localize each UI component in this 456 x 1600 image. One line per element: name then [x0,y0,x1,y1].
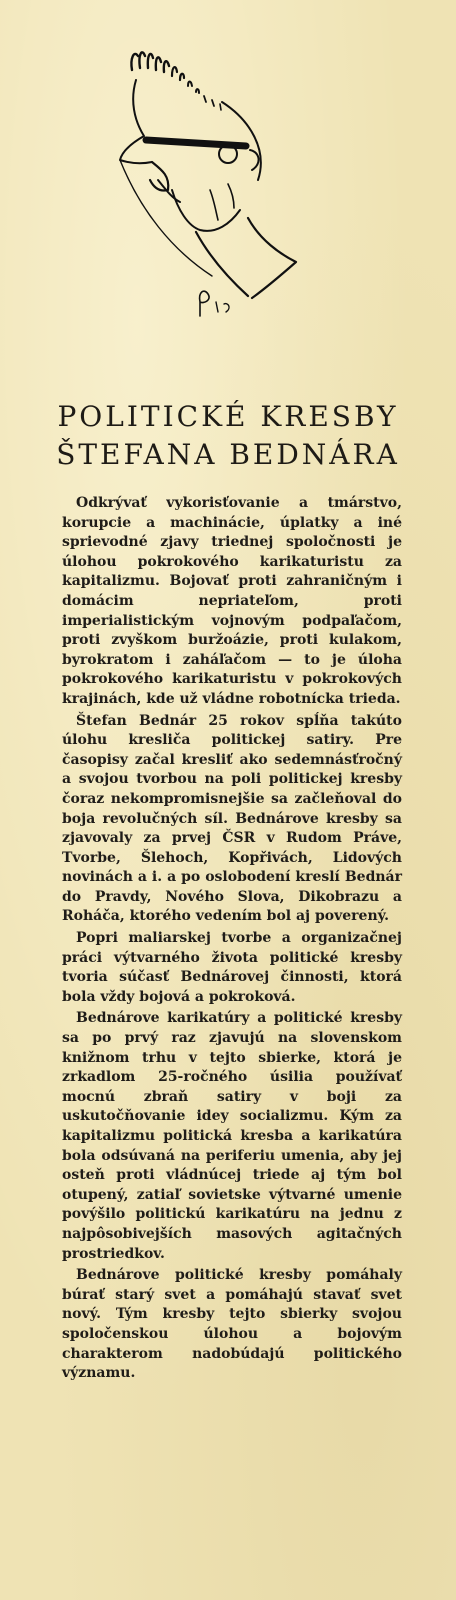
article-body [62,494,402,1386]
caricature-illustration [100,40,330,340]
paragraph: Popri maliarskej tvorbe a organizačnej práci výtvarného života politické kresby tvoria súčasť Bednárovej činnosti, ktorá bola vždy bojová a pokroková. [62,930,402,1005]
article-title [0,398,456,474]
paragraph: Odkrývať vykorisťovanie a tmárstvo, korupcie a machinácie, úplatky a iné sprievodné zjavy triednej spoločnosti je úlohou pokrokového karikaturistu za kapitalizmu. Bojovať proti zahraničným i domácim nepriateľom, proti imperialistickým vojnovým podpaľačom, proti zvyškom buržoázie, proti kulakom, byrokratom i zaháľačom — to je úloha pokrokového karikaturistu v pokrokových krajinách, kde už vládne robotnícka trieda. [62,495,402,707]
title-line-1: POLITICKÉ KRESBY [57,400,399,433]
paragraph: Bednárove karikatúry a politické kresby sa po prvý raz zjavujú na slovenskom knižnom trhu v tejto sbierke, ktorá je zrkadlom 25-ročného úsilia používať mocnú zbraň satiry v boji za uskutočňovanie idey socializmu. Kým za kapitalizmu politická kresba a karikatúra bola odsúvaná na periferiu umenia, aby jej osteň proti vládnúcej triede aj tým bol otupený, zatiaľ sovietske výtvarné umenie povýšilo politickú karikatúru na jednu z najpôsobivejších masových agitačných prostriedkov. [62,1010,402,1262]
paragraph: Štefan Bednár 25 rokov spĺňa takúto úlohu kresliča politickej satiry. Pre časopisy začal kresliť ako sedemnásťročný a svojou tvorbou na poli politickej kresby čoraz nekompromisnejšie sa začleňoval do boja revolučných síl. Bednárove kresby sa zjavovaly za prvej ČSR v Rudom Právе, Tvorbe, Šlehoch, Kopřivách, Lidových novinách a i. a po oslobodení kreslí Bednár do Pravdy, Nového Slova, Dikobrazu a Roháča, ktorého vedením bol aj poverený. [62,712,402,925]
paragraph: Bednárove politické kresby pomáhaly búrať starý svet a pomáhajú stavať svet nový. Tým kresby tejto sbierky svojou spoločenskou úlohou a bojovým charakterom nadobúdajú politického významu. [62,1267,402,1382]
title-line-2: ŠTEFANA BEDNÁRA [56,438,400,471]
